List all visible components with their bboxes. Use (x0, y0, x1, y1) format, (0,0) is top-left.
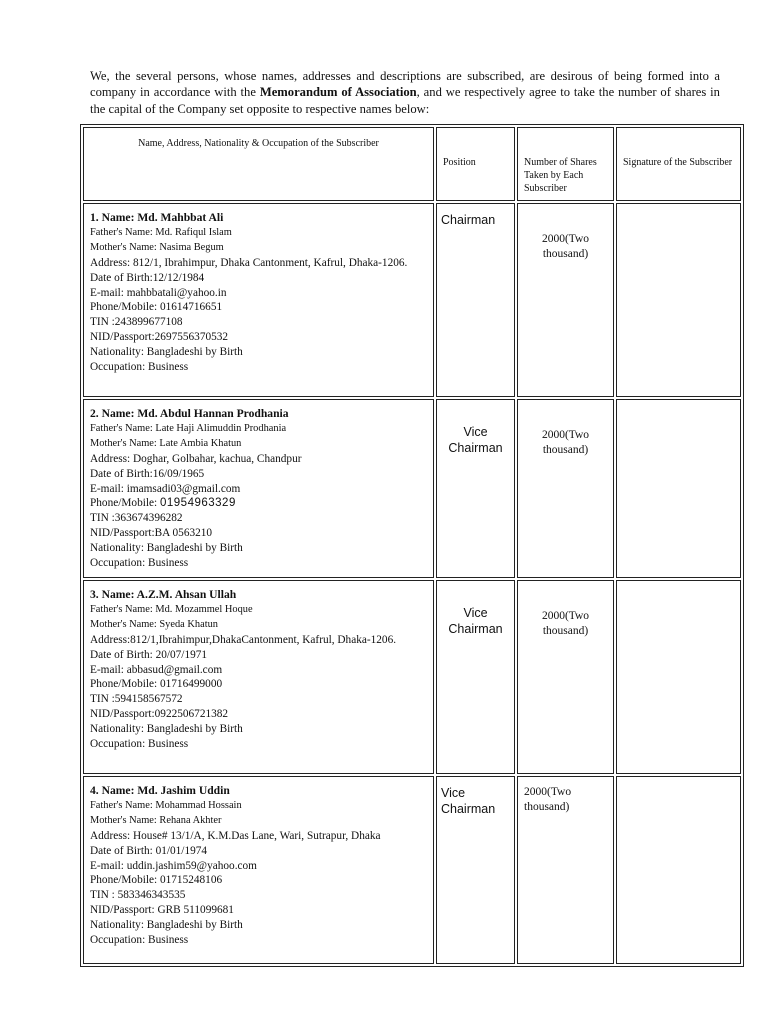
position-cell: Chairman (436, 203, 515, 397)
phone: Phone/Mobile: 01614716651 (90, 301, 223, 314)
header-signature: Signature of the Subscriber (616, 127, 741, 201)
shares-cell: 2000(Two thousand) (517, 399, 614, 578)
subscriber-table (80, 124, 744, 967)
date-of-birth: Date of Birth:12/12/1984 (90, 271, 205, 284)
occupation: Occupation: Business (90, 934, 189, 947)
occupation: Occupation: Business (90, 738, 189, 751)
email: E-mail: abbasud@gmail.com (90, 663, 223, 676)
position-cell: Vice Chairman (436, 776, 515, 964)
subscriber-details (83, 580, 434, 774)
date-of-birth: Date of Birth: 01/01/1974 (90, 844, 208, 857)
table-row (83, 399, 741, 578)
father-name: Father's Name: Mohammad Hossain (90, 799, 242, 811)
header-position: Position (436, 127, 515, 201)
position-cell: Vice Chairman (436, 399, 515, 578)
subscriber-details (83, 399, 434, 578)
subscriber-name: 2. Name: Md. Abdul Hannan Prodhania (90, 407, 289, 420)
subscriber-name: 4. Name: Md. Jashim Uddin (90, 784, 230, 797)
intro-paragraph (90, 68, 720, 118)
date-of-birth: Date of Birth: 20/07/1971 (90, 648, 208, 661)
address: Address: House# 13/1/A, K.M.Das Lane, Wari, Sutrapur, Dhaka (90, 829, 381, 842)
occupation: Occupation: Business (90, 557, 189, 570)
mother-name: Mother's Name: Late Ambia Khatun (90, 437, 242, 449)
tin: TIN : 583346343535 (90, 889, 186, 902)
nationality: Nationality: Bangladeshi by Birth (90, 542, 243, 555)
intro-text-end: , and we respectively agree to take the number of shares in the capital of the Company set opposite to respective names below: (90, 85, 720, 116)
father-name: Father's Name: Late Haji Alimuddin Prodhania (90, 422, 287, 434)
table-row (83, 580, 741, 774)
mother-name: Mother's Name: Rehana Akhter (90, 814, 222, 826)
nid-passport: NID/Passport:BA 0563210 (90, 527, 213, 540)
phone (90, 496, 429, 511)
subscriber-name: 3. Name: A.Z.M. Ahsan Ullah (90, 588, 237, 601)
nationality: Nationality: Bangladeshi by Birth (90, 723, 243, 736)
intro-text-start: We, the several persons, whose names, addresses and descriptions are subscribed, are desirous of being formed into a company in accordance with the (90, 68, 720, 100)
signature-cell (616, 776, 741, 964)
signature-cell (616, 399, 741, 578)
subscriber-details (83, 203, 434, 397)
date-of-birth: Date of Birth:16/09/1965 (90, 467, 205, 480)
nationality: Nationality: Bangladeshi by Birth (90, 346, 243, 359)
intro-bold-term: Memorandum of Association (259, 85, 417, 100)
phone-label: Phone/Mobile: (90, 497, 160, 510)
signature-cell (616, 580, 741, 774)
address: Address: Doghar, Golbahar, kachua, Chandpur (90, 452, 302, 465)
address: Address:812/1,Ibrahimpur,DhakaCantonment, Kafrul, Dhaka-1206. (90, 633, 397, 646)
email: E-mail: imamsadi03@gmail.com (90, 482, 241, 495)
mother-name: Mother's Name: Nasima Begum (90, 241, 224, 253)
shares-cell: 2000(Two thousand) (517, 776, 614, 964)
shares-cell: 2000(Two thousand) (517, 580, 614, 774)
tin: TIN :594158567572 (90, 693, 183, 706)
phone: Phone/Mobile: 01716499000 (90, 678, 223, 691)
table-header-row (83, 127, 741, 201)
header-details: Name, Address, Nationality & Occupation of the Subscriber (83, 127, 434, 201)
father-name: Father's Name: Md. Rafiqul Islam (90, 226, 232, 238)
address: Address: 812/1, Ibrahimpur, Dhaka Cantonment, Kafrul, Dhaka-1206. (90, 256, 408, 269)
father-name: Father's Name: Md. Mozammel Hoque (90, 603, 253, 615)
table-row (83, 776, 741, 964)
email: E-mail: mahbbatali@yahoo.in (90, 286, 227, 299)
mother-name: Mother's Name: Syeda Khatun (90, 618, 218, 630)
shares-cell: 2000(Two thousand) (517, 203, 614, 397)
nid-passport: NID/Passport:0922506721382 (90, 708, 229, 721)
tin: TIN :243899677108 (90, 316, 183, 329)
phone-number: 01954963329 (159, 497, 236, 510)
subscriber-details (83, 776, 434, 964)
occupation: Occupation: Business (90, 361, 189, 374)
nid-passport: NID/Passport: GRB 511099681 (90, 904, 234, 917)
email: E-mail: uddin.jashim59@yahoo.com (90, 859, 257, 872)
phone: Phone/Mobile: 01715248106 (90, 874, 223, 887)
nid-passport: NID/Passport:2697556370532 (90, 331, 229, 344)
position-cell: Vice Chairman (436, 580, 515, 774)
header-shares: Number of Shares Taken by Each Subscriber (517, 127, 614, 201)
subscriber-name: 1. Name: Md. Mahbbat Ali (90, 211, 224, 224)
tin: TIN :363674396282 (90, 512, 183, 525)
nationality: Nationality: Bangladeshi by Birth (90, 919, 243, 932)
table-row (83, 203, 741, 397)
signature-cell (616, 203, 741, 397)
